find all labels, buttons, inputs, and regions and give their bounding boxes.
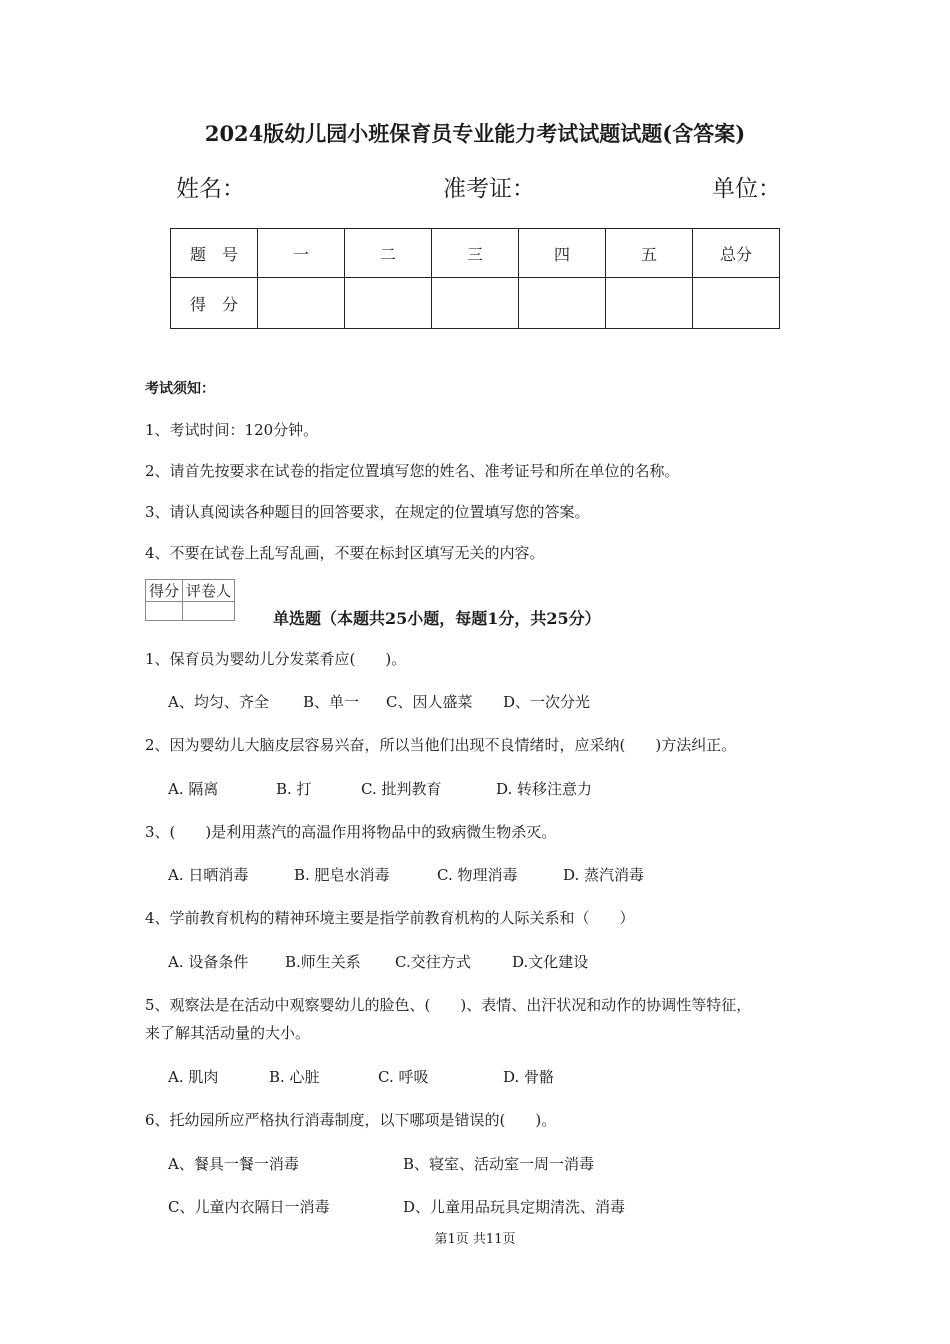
question-option[interactable]: D、儿童用品玩具定期清洗、消毒 bbox=[403, 1198, 626, 1216]
question-option[interactable]: B. 心脏 bbox=[269, 1068, 320, 1086]
score-header-cell: 一 bbox=[258, 229, 345, 278]
score-header-cell: 五 bbox=[606, 229, 693, 278]
page-footer: 第1页 共11页 bbox=[434, 1232, 516, 1247]
unit-label: 单位： bbox=[712, 176, 781, 202]
question-option[interactable]: A. 日晒消毒 bbox=[168, 866, 249, 884]
score-table-score-row bbox=[171, 278, 780, 329]
question-option[interactable]: B、单一 bbox=[303, 693, 360, 711]
score-cell[interactable] bbox=[693, 278, 780, 329]
score-cell[interactable] bbox=[432, 278, 519, 329]
question-stem: 6、托幼园所应严格执行消毒制度，以下哪项是错误的( )。 bbox=[145, 1111, 557, 1129]
question-stem: 4、学前教育机构的精神环境主要是指学前教育机构的人际关系和（ ） bbox=[145, 909, 635, 927]
section-title: 单选题（本题共25小题，每题1分，共25分） bbox=[273, 609, 601, 628]
notice-item: 3、请认真阅读各种题目的回答要求，在规定的位置填写您的答案。 bbox=[145, 503, 590, 521]
grader-score-label: 得分 bbox=[146, 580, 183, 602]
score-header-cell: 二 bbox=[345, 229, 432, 278]
question-stem: 2、因为婴幼儿大脑皮层容易兴奋，所以当他们出现不良情绪时，应采纳( )方法纠正。 bbox=[145, 736, 737, 754]
question-option[interactable]: D、一次分光 bbox=[503, 693, 591, 711]
question-option[interactable]: C. 物理消毒 bbox=[437, 866, 518, 884]
notice-item: 1、考试时间：120分钟。 bbox=[145, 421, 319, 439]
question-option[interactable]: D. 骨骼 bbox=[503, 1068, 555, 1086]
question-option[interactable]: C. 批判教育 bbox=[361, 780, 442, 798]
grader-box bbox=[145, 579, 235, 621]
question-option[interactable]: B. 肥皂水消毒 bbox=[294, 866, 390, 884]
score-header-cell: 三 bbox=[432, 229, 519, 278]
score-header-cell: 题 号 bbox=[171, 229, 258, 278]
question-option[interactable]: A、均匀、齐全 bbox=[168, 693, 269, 711]
question-stem: 1、保育员为婴幼儿分发菜肴应( )。 bbox=[145, 650, 407, 668]
notice-item: 2、请首先按要求在试卷的指定位置填写您的姓名、准考证号和所在单位的名称。 bbox=[145, 462, 680, 480]
exam-number-label: 准考证： bbox=[443, 176, 535, 202]
question-stem-continued: 来了解其活动量的大小。 bbox=[145, 1024, 311, 1042]
question-option[interactable]: C. 呼吸 bbox=[378, 1068, 429, 1086]
score-row-label: 得 分 bbox=[171, 278, 258, 329]
question-option[interactable]: C、儿童内衣隔日一消毒 bbox=[168, 1198, 330, 1216]
question-option[interactable]: A. 设备条件 bbox=[168, 953, 249, 971]
grader-score-cell[interactable] bbox=[146, 602, 183, 621]
question-option[interactable]: A. 隔离 bbox=[168, 780, 219, 798]
score-header-cell: 四 bbox=[519, 229, 606, 278]
score-cell[interactable] bbox=[519, 278, 606, 329]
question-option[interactable]: A、餐具一餐一消毒 bbox=[168, 1155, 299, 1173]
score-table-header-row bbox=[171, 229, 780, 278]
question-option[interactable]: B.师生关系 bbox=[285, 953, 361, 971]
score-header-cell: 总分 bbox=[693, 229, 780, 278]
question-option[interactable]: A. 肌肉 bbox=[168, 1068, 219, 1086]
page-title: 2024版幼儿园小班保育员专业能力考试试题试题(含答案) bbox=[204, 121, 746, 146]
question-stem: 5、观察法是在活动中观察婴幼儿的脸色、( )、表情、出汗状况和动作的协调性等特征， bbox=[145, 996, 752, 1014]
question-option[interactable]: B、寝室、活动室一周一消毒 bbox=[403, 1155, 595, 1173]
name-label: 姓名： bbox=[176, 176, 245, 202]
question-option[interactable]: C.交往方式 bbox=[395, 953, 471, 971]
question-stem: 3、( )是利用蒸汽的高温作用将物品中的致病微生物杀灭。 bbox=[145, 823, 557, 841]
question-option[interactable]: C、因人盛菜 bbox=[386, 693, 473, 711]
score-cell[interactable] bbox=[258, 278, 345, 329]
question-option[interactable]: D. 转移注意力 bbox=[496, 780, 593, 798]
question-option[interactable]: D. 蒸汽消毒 bbox=[563, 866, 645, 884]
score-cell[interactable] bbox=[606, 278, 693, 329]
question-option[interactable]: D.文化建设 bbox=[512, 953, 589, 971]
notice-item: 4、不要在试卷上乱写乱画，不要在标封区填写无关的内容。 bbox=[145, 544, 545, 562]
grader-name-cell[interactable] bbox=[183, 602, 235, 621]
grader-name-label: 评卷人 bbox=[183, 580, 235, 602]
score-cell[interactable] bbox=[345, 278, 432, 329]
score-table bbox=[170, 228, 780, 329]
question-option[interactable]: B. 打 bbox=[276, 780, 312, 798]
notice-heading: 考试须知： bbox=[145, 381, 215, 397]
